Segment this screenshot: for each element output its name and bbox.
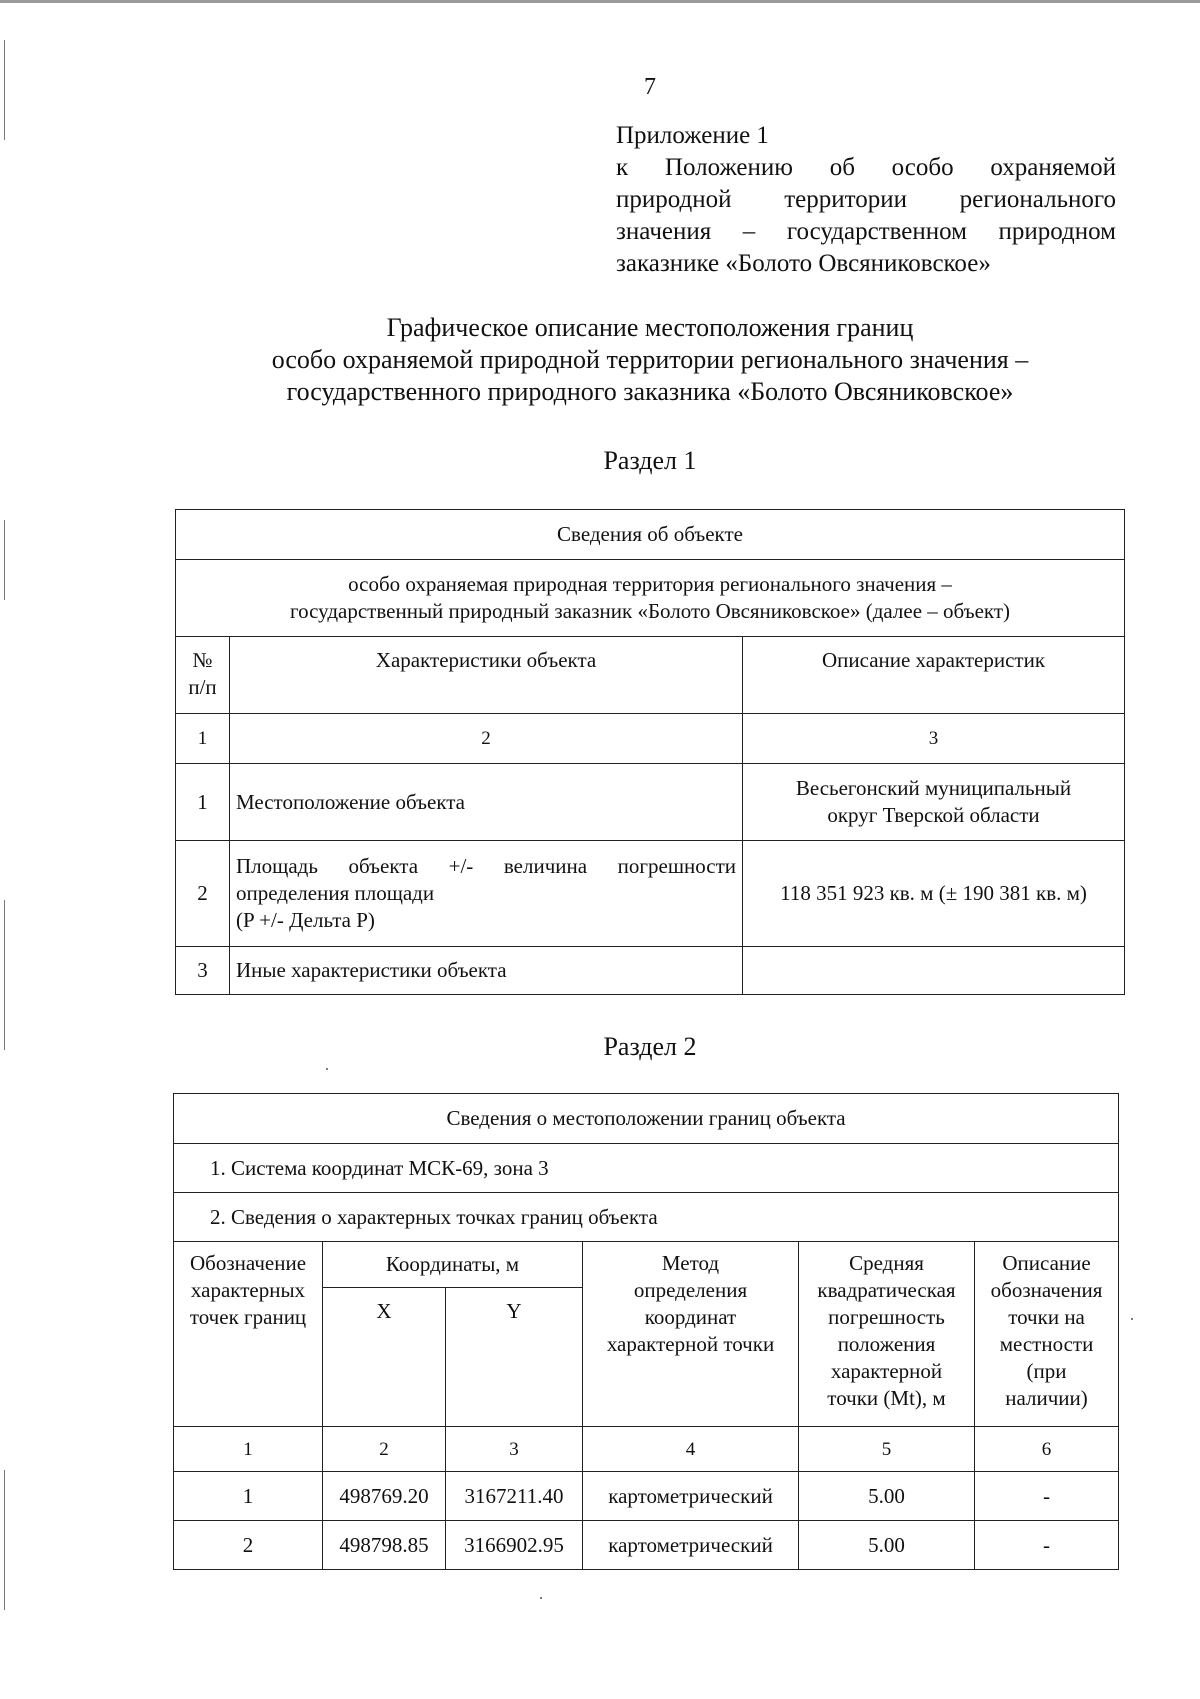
characteristic-name: Местоположение объекта [230, 764, 743, 841]
characteristic-value [743, 764, 1125, 841]
coordinate-system: 1. Система координат МСК-69, зона 3 [174, 1144, 1119, 1193]
header-num [176, 637, 230, 714]
header-num-line: п/п [188, 675, 217, 699]
row-number: 3 [176, 947, 230, 995]
header-line: точек границ [189, 1305, 307, 1329]
coord-x: 498769.20 [323, 1472, 446, 1521]
document-title-line: государственного природного заказника «Болото Овсяниковское» [286, 377, 1014, 406]
page-number: 7 [644, 74, 656, 100]
object-name-line: государственный природный заказник «Болото Овсяниковское» (далее – объект) [290, 599, 1010, 623]
row-number: 2 [176, 841, 230, 947]
marking: - [975, 1472, 1119, 1521]
value-line: округ Тверской области [827, 803, 1040, 827]
error-value: 5.00 [799, 1472, 975, 1521]
header-line: характерной [830, 1359, 943, 1383]
column-number: 2 [230, 714, 743, 764]
header-method [583, 1242, 799, 1427]
header-line: квадратическая [817, 1278, 956, 1302]
appendix-line: к Положению об особо охраняемой [616, 154, 1116, 181]
document-title-line: особо охраняемой природной территории регионального значения – [271, 345, 1029, 374]
table-row [176, 764, 1125, 841]
appendix-line: заказнике «Болото Овсяниковское» [616, 250, 991, 277]
object-info-table [175, 509, 1125, 995]
boundary-points-table [173, 1093, 1119, 1570]
header-characteristics: Характеристики объекта [230, 637, 743, 714]
point-id: 1 [174, 1472, 323, 1521]
section-2-heading: Раздел 2 [603, 1032, 697, 1061]
scan-speck [540, 1597, 542, 1599]
characteristic-name [230, 841, 743, 947]
header-marking [975, 1242, 1119, 1427]
column-number: 4 [583, 1427, 799, 1472]
header-line: Метод [661, 1251, 720, 1275]
table-row [174, 1472, 1119, 1521]
header-line: характерной точки [606, 1332, 775, 1356]
coord-y: 3166902.95 [446, 1521, 583, 1570]
appendix-line: природной территории регионального [616, 186, 1116, 213]
column-number: 6 [975, 1427, 1119, 1472]
header-error [799, 1242, 975, 1427]
header-line: (при [1026, 1359, 1067, 1383]
column-number: 2 [323, 1427, 446, 1472]
scan-edge-mark [4, 520, 5, 600]
method: картометрический [583, 1472, 799, 1521]
header-line: точки на [1008, 1305, 1085, 1329]
method: картометрический [583, 1521, 799, 1570]
coord-x: 498798.85 [323, 1521, 446, 1570]
column-number: 1 [176, 714, 230, 764]
points-section-title: 2. Сведения о характерных точках границ объекта [174, 1193, 1119, 1242]
header-num-line: № [192, 648, 213, 672]
header-line: погрешность [828, 1305, 945, 1329]
header-line: Описание [1002, 1251, 1091, 1275]
scan-speck [1131, 1318, 1133, 1320]
name-line: Площадь объекта +/- величина погрешности [236, 854, 736, 878]
object-name-line: особо охраняемая природная территория регионального значения – [348, 572, 952, 596]
point-id: 2 [174, 1521, 323, 1570]
table-title: Сведения о местоположении границ объекта [174, 1094, 1119, 1144]
column-number: 3 [743, 714, 1125, 764]
header-line: определения [633, 1278, 748, 1302]
scan-speck [326, 1068, 328, 1070]
header-line: точки (Mt), м [827, 1386, 946, 1410]
scan-top-edge [0, 0, 1200, 3]
header-x: X [323, 1288, 446, 1427]
header-y: Y [446, 1288, 583, 1427]
coord-y: 3167211.40 [446, 1472, 583, 1521]
header-line: местности [999, 1332, 1094, 1356]
column-number: 5 [799, 1427, 975, 1472]
scan-edge-mark [4, 1470, 5, 1610]
value-line: Весьегонский муниципальный [795, 776, 1072, 800]
table-row [176, 841, 1125, 947]
header-description: Описание характеристик [743, 637, 1125, 714]
column-number: 3 [446, 1427, 583, 1472]
table-row [174, 1521, 1119, 1570]
header-coordinates: Координаты, м [323, 1242, 583, 1288]
object-name-cell [176, 560, 1125, 637]
marking: - [975, 1521, 1119, 1570]
characteristic-value: 118 351 923 кв. м (± 190 381 кв. м) [743, 841, 1125, 947]
characteristic-name: Иные характеристики объекта [230, 947, 743, 995]
document-title [150, 312, 1150, 408]
name-line: определения площади [236, 881, 435, 905]
header-line: Средняя [849, 1251, 924, 1275]
row-number: 1 [176, 764, 230, 841]
table-title: Сведения об объекте [176, 510, 1125, 560]
header-line: наличии) [1005, 1386, 1088, 1410]
header-designation [174, 1242, 323, 1427]
header-line: координат [644, 1305, 737, 1329]
header-line: положения [837, 1332, 936, 1356]
name-line: (P +/- Дельта P) [236, 908, 375, 932]
header-line: Обозначение [189, 1251, 307, 1275]
header-line: характерных [190, 1278, 306, 1302]
header-line: обозначения [990, 1278, 1103, 1302]
table-row [176, 947, 1125, 995]
section-1-heading: Раздел 1 [603, 446, 697, 475]
appendix-line: значения – государственном природном [616, 218, 1116, 245]
error-value: 5.00 [799, 1521, 975, 1570]
scan-edge-mark [4, 900, 5, 1050]
column-number: 1 [174, 1427, 323, 1472]
document-title-line: Графическое описание местоположения границ [386, 313, 914, 342]
characteristic-value [743, 947, 1125, 995]
appendix-note [616, 120, 1116, 280]
appendix-title: Приложение 1 [616, 122, 769, 149]
